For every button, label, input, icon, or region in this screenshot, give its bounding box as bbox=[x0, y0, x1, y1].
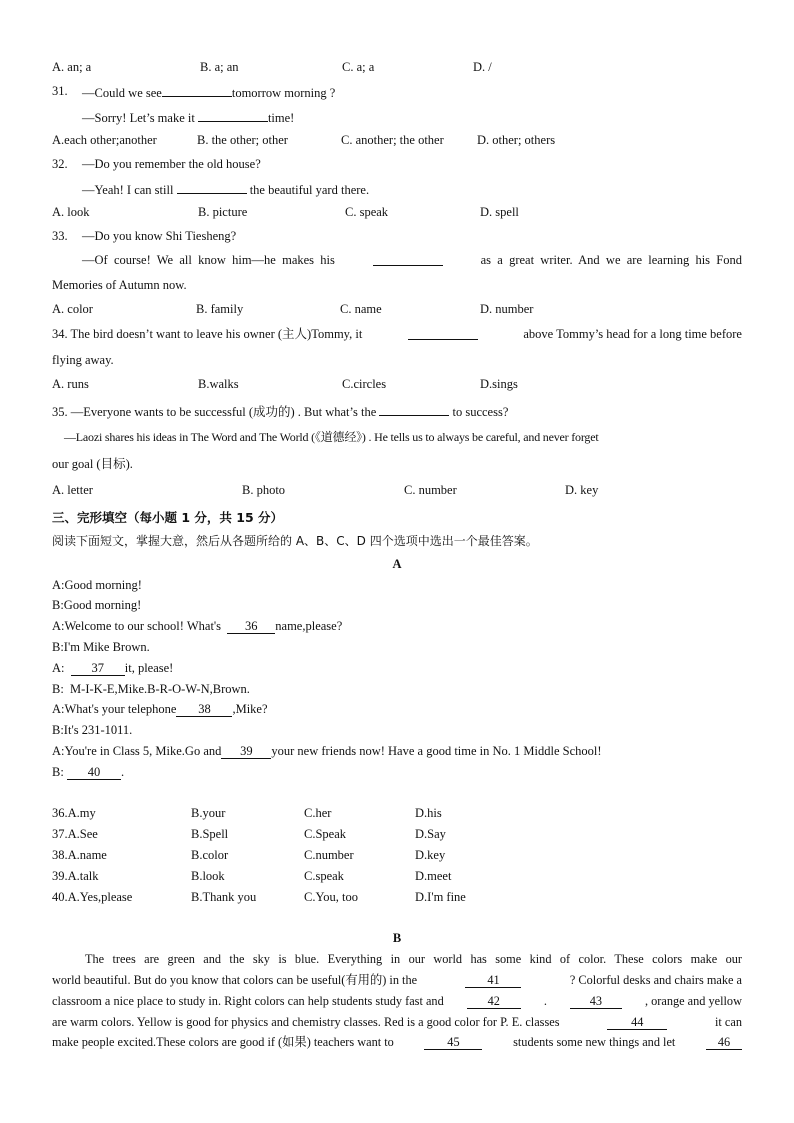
q33-option-d: D. number bbox=[480, 302, 534, 316]
dialogue-text: A: bbox=[52, 661, 65, 675]
option-row-36-b: B.your bbox=[191, 806, 226, 820]
option-row-36-a: 36.A.my bbox=[52, 806, 96, 820]
blank-number-39: 39 bbox=[221, 745, 271, 759]
q31-line1-text-before: —Could we see bbox=[82, 86, 162, 100]
q32-line2-text-after: the beautiful yard there. bbox=[249, 183, 370, 197]
passage-text: , orange and yellow bbox=[644, 994, 742, 1008]
q35-line1-text-after: to success? bbox=[452, 405, 509, 419]
option-row-40-d: D.I'm fine bbox=[415, 890, 466, 904]
dialogue-line: B:It's 231-1011. bbox=[52, 723, 133, 737]
q30-option-b: B. a; an bbox=[200, 60, 239, 74]
q33-line1: —Do you know Shi Tiesheng? bbox=[82, 229, 237, 243]
blank-number-38: 38 bbox=[176, 703, 232, 717]
q31-option-c: C. another; the other bbox=[341, 133, 444, 147]
passage-b-line-5 bbox=[52, 1035, 742, 1050]
dialogue-text: your new friends now! Have a good time in No. 1 Middle School! bbox=[271, 744, 602, 758]
q33-line2 bbox=[82, 253, 742, 268]
dialogue-text: A:Welcome to our school! What's bbox=[52, 619, 222, 633]
dialogue-text: it, please! bbox=[124, 661, 174, 675]
dialogue-line bbox=[52, 765, 124, 780]
blank-number-41: 41 bbox=[465, 974, 521, 988]
option-row-39-d: D.meet bbox=[415, 869, 452, 883]
option-row-37-b: B.Spell bbox=[191, 827, 229, 841]
q33-line2-text-after: as a great writer. And we are learning his Fond bbox=[480, 253, 742, 267]
passage-b-line-1 bbox=[85, 952, 742, 967]
dialogue-line bbox=[52, 661, 173, 676]
q32-line2-text-before: —Yeah! I can still bbox=[82, 183, 174, 197]
dialogue-text: A:What's your telephone bbox=[52, 702, 177, 716]
dialogue-text: name,please? bbox=[275, 619, 343, 633]
answer-blank bbox=[408, 327, 478, 340]
q34-line1-text-after: above Tommy’s head for a long time before bbox=[523, 327, 742, 341]
passage-text: classroom a nice place to study in. Right colors can help students study fast and bbox=[52, 994, 444, 1008]
option-row-39-c: C.speak bbox=[304, 869, 344, 883]
passage-text: are warm colors. Yellow is good for physics and chemistry classes. Red is a good color for P. E. classes bbox=[52, 1015, 560, 1029]
option-row-36-d: D.his bbox=[415, 806, 442, 820]
blank-number-37: 37 bbox=[71, 662, 125, 676]
passage-a-label: A bbox=[392, 557, 402, 571]
dialogue-text: . bbox=[120, 765, 125, 779]
q30-option-a: A. an; a bbox=[52, 60, 92, 74]
option-row-40-b: B.Thank you bbox=[191, 890, 257, 904]
dialogue-text: ,Mike? bbox=[232, 702, 268, 716]
dialogue-line bbox=[52, 744, 602, 759]
answer-blank bbox=[177, 181, 247, 194]
q34-line2: flying away. bbox=[52, 353, 114, 367]
blank-number-43: 43 bbox=[570, 995, 622, 1009]
passage-b-line-2 bbox=[52, 973, 742, 988]
q32-option-b: B. picture bbox=[198, 205, 248, 219]
passage-text: ? Colorful desks and chairs make a bbox=[569, 973, 742, 987]
q35-line1-text-before: 35. —Everyone wants to be successful (成功的) . But what’s the bbox=[52, 405, 377, 419]
q31-line1 bbox=[82, 84, 335, 101]
answer-blank bbox=[373, 253, 443, 266]
blank-number-44: 44 bbox=[607, 1016, 667, 1030]
blank-number-45: 45 bbox=[424, 1036, 482, 1050]
answer-blank bbox=[198, 109, 268, 122]
q35-option-d: D. key bbox=[565, 483, 599, 497]
q34-option-b: B.walks bbox=[198, 377, 239, 391]
passage-b-line-3 bbox=[52, 994, 742, 1009]
q33-number: 33. bbox=[52, 229, 68, 243]
dialogue-text: A:You're in Class 5, Mike.Go and bbox=[52, 744, 222, 758]
section-instruction: 阅读下面短文，掌握大意，然后从各题所给的 A、B、C、D 四个选项中选出一个最佳答案。 bbox=[52, 534, 538, 548]
passage-text: students some new things and let bbox=[513, 1035, 676, 1049]
passage-b-label: B bbox=[392, 931, 402, 945]
q31-option-b: B. the other; other bbox=[197, 133, 288, 147]
passage-text: The trees are green and the sky is blue. Everything in our world has some kind of color. These colors make our bbox=[85, 952, 742, 966]
q35-option-c: C. number bbox=[404, 483, 457, 497]
passage-text: make people excited.These colors are good if (如果) teachers want to bbox=[52, 1035, 394, 1049]
q35-line1 bbox=[52, 403, 508, 420]
passage-text: . bbox=[543, 994, 547, 1008]
option-row-36-c: C.her bbox=[304, 806, 332, 820]
q35-option-b: B. photo bbox=[242, 483, 286, 497]
dialogue-line bbox=[52, 702, 268, 717]
blank-number-46: 46 bbox=[706, 1036, 742, 1050]
q30-option-d: D. / bbox=[473, 60, 492, 74]
option-row-37-c: C.Speak bbox=[304, 827, 347, 841]
q34-line1-text-before: 34. The bird doesn’t want to leave his owner (主人)Tommy, it bbox=[52, 327, 363, 341]
q34-option-a: A. runs bbox=[52, 377, 89, 391]
q32-line1: —Do you remember the old house? bbox=[82, 157, 261, 171]
q32-line2 bbox=[82, 181, 369, 198]
q32-number: 32. bbox=[52, 157, 68, 171]
blank-number-42: 42 bbox=[467, 995, 521, 1009]
option-row-37-d: D.Say bbox=[415, 827, 446, 841]
blank-number-36: 36 bbox=[227, 620, 275, 634]
option-row-40-a: 40.A.Yes,please bbox=[52, 890, 133, 904]
dialogue-line bbox=[52, 619, 342, 634]
option-row-38-a: 38.A.name bbox=[52, 848, 107, 862]
dialogue-line: B:I'm Mike Brown. bbox=[52, 640, 150, 654]
dialogue-line: A:Good morning! bbox=[52, 578, 142, 592]
q31-line2 bbox=[82, 109, 294, 126]
q34-option-c: C.circles bbox=[342, 377, 387, 391]
q32-option-d: D. spell bbox=[480, 205, 519, 219]
q35-option-a: A. letter bbox=[52, 483, 93, 497]
q33-line3: Memories of Autumn now. bbox=[52, 278, 187, 292]
option-row-38-b: B.color bbox=[191, 848, 229, 862]
q34-option-d: D.sings bbox=[480, 377, 518, 391]
q33-option-a: A. color bbox=[52, 302, 93, 316]
dialogue-line: B: M-I-K-E,Mike.B-R-O-W-N,Brown. bbox=[52, 682, 250, 696]
q31-line2-text-before: —Sorry! Let’s make it bbox=[82, 111, 195, 125]
q34-line1 bbox=[52, 327, 742, 342]
q31-number: 31. bbox=[52, 84, 68, 98]
passage-text: it can bbox=[715, 1015, 742, 1029]
passage-text: world beautiful. But do you know that colors can be useful(有用的) in the bbox=[52, 973, 418, 987]
q31-option-a: A.each other;another bbox=[52, 133, 157, 147]
q33-option-b: B. family bbox=[196, 302, 244, 316]
answer-blank bbox=[162, 84, 232, 97]
q32-option-c: C. speak bbox=[345, 205, 389, 219]
dialogue-text: B: bbox=[52, 765, 64, 779]
q31-line1-text-after: tomorrow morning ? bbox=[231, 86, 336, 100]
q31-line2-text-after: time! bbox=[267, 111, 295, 125]
option-row-40-c: C.You, too bbox=[304, 890, 358, 904]
dialogue-line: B:Good morning! bbox=[52, 598, 142, 612]
option-row-38-c: C.number bbox=[304, 848, 354, 862]
option-row-39-b: B.look bbox=[191, 869, 225, 883]
q32-option-a: A. look bbox=[52, 205, 90, 219]
option-row-39-a: 39.A.talk bbox=[52, 869, 99, 883]
q35-line3: our goal (目标). bbox=[52, 457, 133, 471]
option-row-38-d: D.key bbox=[415, 848, 446, 862]
option-row-37-a: 37.A.See bbox=[52, 827, 98, 841]
q31-option-d: D. other; others bbox=[477, 133, 556, 147]
q33-line2-text-before: —Of course! We all know him—he makes his bbox=[82, 253, 335, 267]
blank-number-40: 40 bbox=[67, 766, 121, 780]
q30-option-c: C. a; a bbox=[342, 60, 375, 74]
answer-blank bbox=[379, 403, 449, 416]
q35-line2: —Laozi shares his ideas in The Word and The World (《道德经》) . He tells us to always be careful, and never forget bbox=[64, 430, 599, 444]
passage-b-line-4 bbox=[52, 1015, 742, 1030]
q33-option-c: C. name bbox=[340, 302, 382, 316]
section-heading: 三、完形填空（每小题 1 分，共 15 分） bbox=[52, 510, 284, 525]
